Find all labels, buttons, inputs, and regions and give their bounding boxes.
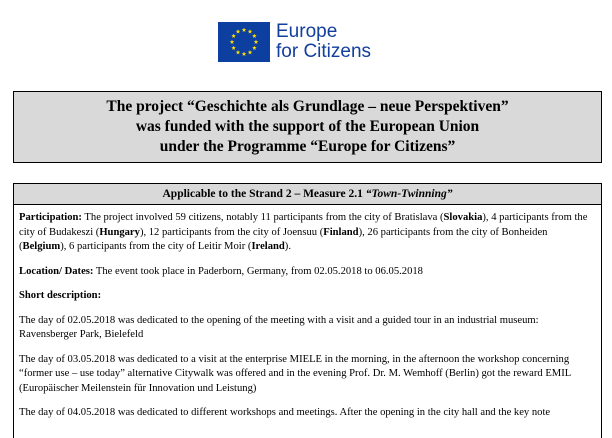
details-body	[14, 205, 601, 421]
location-paragraph	[19, 265, 597, 280]
country-hungary: Hungary	[99, 226, 140, 238]
participation-text-4: ), 26 participants from the city of Bonheiden (	[19, 226, 548, 252]
logo-line-1: Europe	[276, 21, 338, 42]
participation-text-2: ), 4 participants from the city of Budakeszi (	[19, 212, 588, 238]
description-paragraph: The day of 04.05.2018 was dedicated to different workshops and meetings. After the opening in the city hall and the key note	[19, 407, 551, 418]
participation-text-5: ), 6 participants from the city of Leitir Moir (	[60, 241, 252, 252]
country-slovakia: Slovakia	[443, 212, 483, 223]
strand-header	[14, 184, 601, 205]
description-paragraph: The day of 02.05.2018 was dedicated to the opening of the meeting with a visit and a guided tour in an industrial museum: Ravensberger Park, Bielefeld	[19, 314, 539, 340]
strand-prefix: Applicable to the Strand 2 – Measure 2.1	[162, 188, 366, 200]
country-ireland: Ireland	[251, 241, 285, 252]
participation-paragraph	[19, 211, 597, 255]
country-finland: Finland	[323, 226, 359, 238]
location-label: Location/ Dates:	[19, 265, 94, 277]
location-text: The event took place in Paderborn, Germany, from 02.05.2018 to 06.05.2018	[93, 265, 423, 277]
eu-flag-icon	[218, 22, 270, 62]
strand-italic: “Town-Twinning”	[365, 188, 453, 200]
participation-label: Participation:	[19, 212, 82, 223]
short-description-heading	[19, 289, 597, 304]
title-line-1: The project “Geschichte als Grundlage – neue Perspektiven”	[106, 98, 509, 115]
title-line-3: under the Programme “Europe for Citizens”	[159, 138, 456, 155]
participation-text-6: ).	[284, 241, 291, 252]
short-description-label: Short description:	[19, 290, 102, 301]
project-title-box	[13, 91, 602, 163]
title-line-2: was funded with the support of the European Union	[135, 118, 480, 135]
participation-text-3: ), 12 participants from the city of Joensuu (	[139, 226, 324, 238]
logo-text	[276, 22, 371, 62]
logo-line-2: for Citizens	[276, 41, 372, 62]
description-paragraph: The day of 03.05.2018 was dedicated to a visit at the enterprise MIELE in the morning, in the afternoon the workshop concerning “former use – use today” alternative Citywalk was offered and in the evening Prof. Dr. M. Wemhoff (Berlin) got the reward EMIL (Europäischer Meilenstein für Innovation und Leistung)	[19, 353, 571, 394]
country-belgium: Belgium	[22, 241, 61, 252]
europe-for-citizens-logo	[218, 22, 371, 62]
participation-text-1: The project involved 59 citizens, notably 11 participants from the city of Bratislava (	[81, 212, 444, 223]
project-details-box	[13, 183, 602, 438]
